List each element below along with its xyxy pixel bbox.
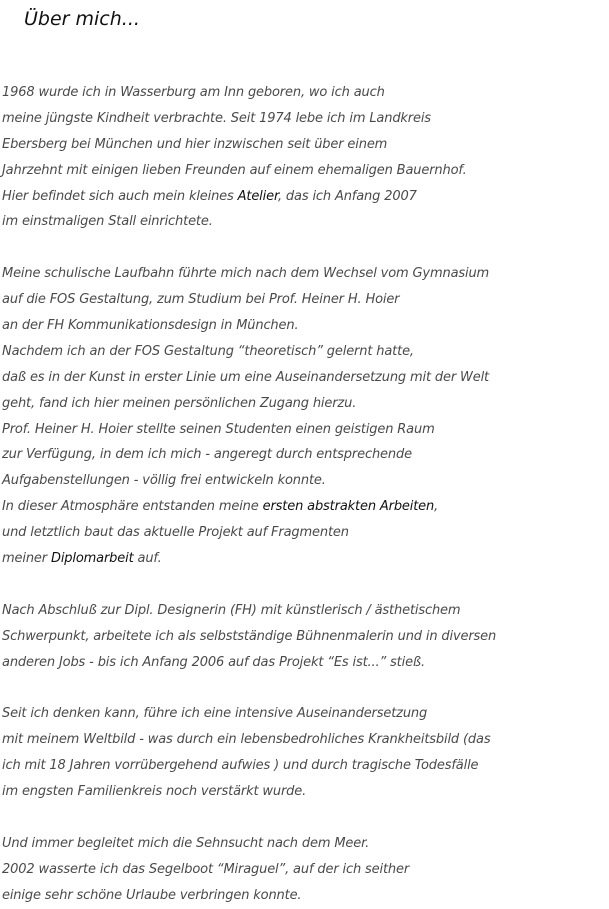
text-segment: Seit ich denken kann, führe ich eine intensive Auseinandersetzung xyxy=(2,706,428,722)
text-segment: zur Verfügung, in dem ich mich - angeregt durch entsprechende xyxy=(2,447,412,463)
text-segment: geht, fand ich hier meinen persönlichen Zugang hierzu. xyxy=(2,395,357,411)
text-segment: Nachdem ich an der FOS Gestaltung “theoretisch” gelernt hatte, xyxy=(2,343,414,359)
text-line xyxy=(2,883,602,909)
text-line xyxy=(2,80,602,106)
text-line xyxy=(2,701,602,727)
text-line xyxy=(2,158,602,184)
text-segment: auf. xyxy=(133,551,162,567)
highlight-link[interactable]: ersten abstrakten Arbeiten xyxy=(262,499,435,515)
text-line xyxy=(2,106,602,132)
text-segment: meiner xyxy=(2,551,51,567)
paragraph-gap xyxy=(2,572,602,598)
text-segment: im engsten Familienkreis noch verstärkt wurde. xyxy=(2,784,307,800)
text-segment: mit meinem Weltbild - was durch ein lebensbedrohliches Krankheitsbild (das xyxy=(2,732,491,748)
text-line xyxy=(2,779,602,805)
text-line xyxy=(2,857,602,883)
text-segment: einige sehr schöne Urlaube verbringen konnte. xyxy=(2,887,302,903)
highlight-link[interactable]: Diplomarbeit xyxy=(50,551,134,567)
page-title: Über mich... xyxy=(24,8,140,30)
text-line xyxy=(2,727,602,753)
text-line xyxy=(2,287,602,313)
text-line xyxy=(2,624,602,650)
text-line xyxy=(2,494,602,520)
text-line xyxy=(2,520,602,546)
text-segment: Jahrzehnt mit einigen lieben Freunden auf einem ehemaligen Bauernhof. xyxy=(2,162,467,178)
text-line xyxy=(2,313,602,339)
text-segment: , das ich Anfang 2007 xyxy=(277,188,417,204)
text-segment: 2002 wasserte ich das Segelboot “Miraguel”, auf der ich seither xyxy=(2,861,410,877)
text-segment: im einstmaligen Stall einrichtete. xyxy=(2,214,213,230)
paragraph-gap xyxy=(2,675,602,701)
paragraph-gap xyxy=(2,805,602,831)
text-segment: an der FH Kommunikationsdesign in München. xyxy=(2,318,299,334)
text-segment: Aufgabenstellungen - völlig frei entwickeln konnte. xyxy=(2,473,326,489)
text-segment: Hier befindet sich auch mein kleines xyxy=(2,188,238,204)
text-line xyxy=(2,209,602,235)
text-line xyxy=(2,184,602,210)
text-segment: daß es in der Kunst in erster Linie um eine Auseinandersetzung mit der Welt xyxy=(2,369,489,385)
highlight-link[interactable]: Atelier xyxy=(237,188,278,204)
text-line xyxy=(2,339,602,365)
text-line xyxy=(2,753,602,779)
text-line xyxy=(2,598,602,624)
text-segment: 1968 wurde ich in Wasserburg am Inn geboren, wo ich auch xyxy=(2,85,385,100)
text-segment: , xyxy=(434,499,439,515)
text-line xyxy=(2,365,602,391)
text-line xyxy=(2,546,602,572)
text-segment: anderen Jobs - bis ich Anfang 2006 auf das Projekt “Es ist...” stieß. xyxy=(2,654,425,670)
text-line xyxy=(2,391,602,417)
biography-text xyxy=(2,80,602,909)
text-segment: Und immer begleitet mich die Sehnsucht nach dem Meer. xyxy=(2,835,370,851)
text-line xyxy=(2,831,602,857)
text-line xyxy=(2,650,602,676)
text-segment: Ebersberg bei München und hier inzwischen seit über einem xyxy=(2,136,388,152)
text-line xyxy=(2,442,602,468)
text-line xyxy=(2,417,602,443)
paragraph-gap xyxy=(2,235,602,261)
text-segment: meine jüngste Kindheit verbrachte. Seit 1974 lebe ich im Landkreis xyxy=(2,110,431,126)
text-segment: Prof. Heiner H. Hoier stellte seinen Studenten einen geistigen Raum xyxy=(2,421,435,437)
text-line xyxy=(2,261,602,287)
text-line xyxy=(2,468,602,494)
text-segment: In dieser Atmosphäre entstanden meine xyxy=(2,499,263,515)
text-segment: Schwerpunkt, arbeitete ich als selbstständige Bühnenmalerin und in diversen xyxy=(2,628,497,644)
text-segment: und letztlich baut das aktuelle Projekt auf Fragmenten xyxy=(2,525,349,541)
text-segment: Meine schulische Laufbahn führte mich nach dem Wechsel vom Gymnasium xyxy=(2,266,490,282)
text-segment: Nach Abschluß zur Dipl. Designerin (FH) mit künstlerisch / ästhetischem xyxy=(2,602,461,618)
text-segment: ich mit 18 Jahren vorrübergehend aufwies ) und durch tragische Todesfälle xyxy=(2,758,479,774)
text-segment: auf die FOS Gestaltung, zum Studium bei Prof. Heiner H. Hoier xyxy=(2,292,400,308)
text-line xyxy=(2,132,602,158)
